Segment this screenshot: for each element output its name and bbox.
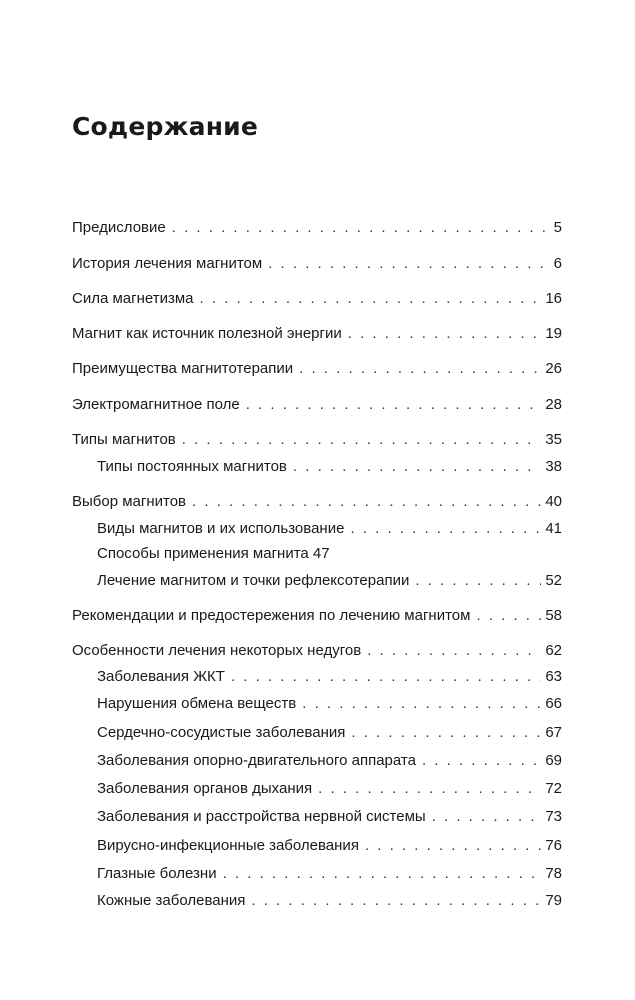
toc-entry-title: Кожные заболевания	[97, 892, 246, 909]
toc-entry-page: 6	[553, 255, 562, 272]
toc-entry	[72, 639, 562, 663]
toc-leader-dots	[432, 805, 542, 829]
toc-subentry	[97, 517, 562, 541]
toc-leader-dots	[182, 428, 542, 452]
toc-leader-dots	[365, 834, 541, 858]
page-title: Содержание	[72, 112, 259, 141]
toc-entry-page: 76	[545, 837, 562, 854]
toc-subentry	[97, 455, 562, 479]
toc-entry-title: Типы постоянных магнитов	[97, 458, 287, 475]
toc-entry	[72, 252, 562, 276]
toc-subentry	[97, 721, 562, 745]
toc-leader-dots	[348, 322, 542, 346]
toc-subentry	[97, 665, 562, 689]
toc-entry-page: 66	[545, 695, 562, 712]
toc-entry-title: Заболевания ЖКТ	[97, 668, 225, 685]
toc-subentry	[97, 569, 562, 593]
toc-entry-page: 58	[545, 607, 562, 624]
toc-entry-title: Глазные болезни	[97, 865, 217, 882]
toc-subentry	[97, 834, 562, 858]
toc-entry-title: Рекомендации и предостережения по лечению магнитом	[72, 607, 471, 624]
toc-entry-page: 62	[545, 642, 562, 659]
toc-entry-title: Типы магнитов	[72, 431, 176, 448]
toc-entry-page: 79	[545, 892, 562, 909]
toc-entry-page: 69	[545, 752, 562, 769]
toc-entry-title: История лечения магнитом	[72, 255, 263, 272]
toc-entry-page: 73	[545, 808, 562, 825]
toc-entry	[72, 216, 562, 240]
toc-entry	[72, 428, 562, 452]
toc-entry-title: Сила магнетизма	[72, 290, 194, 307]
toc-entry	[72, 604, 562, 628]
toc-entry-page: 52	[545, 572, 562, 589]
toc-subentry	[97, 862, 562, 886]
toc-leader-dots	[415, 569, 541, 593]
toc-entry-title: Особенности лечения некоторых недугов	[72, 642, 362, 659]
toc-entry-page: 35	[545, 431, 562, 448]
toc-entry	[72, 393, 562, 417]
toc-entry-title: Заболевания и расстройства нервной системы	[97, 808, 426, 825]
toc-subentry	[97, 692, 562, 716]
toc-entry-page: 78	[545, 865, 562, 882]
toc-entry-title: Магнит как источник полезной энергии	[72, 325, 342, 342]
toc-leader-dots	[351, 721, 541, 745]
toc-subentry	[97, 805, 562, 829]
toc-entry-page: 63	[545, 668, 562, 685]
toc-entry-page: 38	[545, 458, 562, 475]
toc-entry-title: Выбор магнитов	[72, 493, 187, 510]
toc-entry-title: Способы применения магнита 47	[97, 545, 330, 562]
toc-entry-page: 28	[545, 396, 562, 413]
toc-entry-page: 67	[545, 724, 562, 741]
toc-leader-dots	[268, 252, 549, 276]
toc-entry-title: Электромагнитное поле	[72, 396, 240, 413]
toc-leader-dots	[299, 357, 541, 381]
toc-leader-dots	[172, 216, 550, 240]
toc-entry-title: Вирусно-инфекционные заболевания	[97, 837, 359, 854]
toc-leader-dots	[367, 639, 541, 663]
toc-leader-dots	[350, 517, 541, 541]
toc-leader-dots	[318, 777, 541, 801]
toc-entry-page: 5	[553, 219, 562, 236]
toc-entry-title: Преимущества магнитотерапии	[72, 360, 294, 377]
toc-entry-page: 41	[545, 520, 562, 537]
toc-entry-title: Заболевания опорно-двигательного аппарата	[97, 752, 416, 769]
toc-leader-dots	[223, 862, 542, 886]
toc-entry-title: Лечение магнитом и точки рефлексотерапии	[97, 572, 410, 589]
toc-entry	[72, 357, 562, 381]
toc-entry-title: Нарушения обмена веществ	[97, 695, 297, 712]
toc-subentry	[97, 749, 562, 773]
toc-entry-page: 26	[545, 360, 562, 377]
toc-leader-dots	[302, 692, 541, 716]
toc-entry-page: 72	[545, 780, 562, 797]
toc-leader-dots	[192, 490, 541, 514]
toc-subentry	[97, 889, 562, 913]
toc-leader-dots	[422, 749, 541, 773]
toc-entry-page: 40	[545, 493, 562, 510]
toc-leader-dots	[293, 455, 541, 479]
toc-leader-dots	[200, 287, 542, 311]
toc-entry	[72, 287, 562, 311]
toc-leader-dots	[476, 604, 541, 628]
toc-entry-page: 19	[545, 325, 562, 342]
toc-subentry	[97, 777, 562, 801]
toc-entry-page: 16	[545, 290, 562, 307]
toc-entry	[72, 322, 562, 346]
toc-entry-title: Виды магнитов и их использование	[97, 520, 345, 537]
toc-entry-title: Сердечно-сосудистые заболевания	[97, 724, 346, 741]
toc-entry-title: Заболевания органов дыхания	[97, 780, 313, 797]
toc-entry-title: Предисловие	[72, 219, 166, 236]
toc-leader-dots	[251, 889, 541, 913]
toc-leader-dots	[246, 393, 542, 417]
toc-leader-dots	[231, 665, 541, 689]
toc-entry	[72, 490, 562, 514]
toc-subentry	[97, 542, 562, 566]
